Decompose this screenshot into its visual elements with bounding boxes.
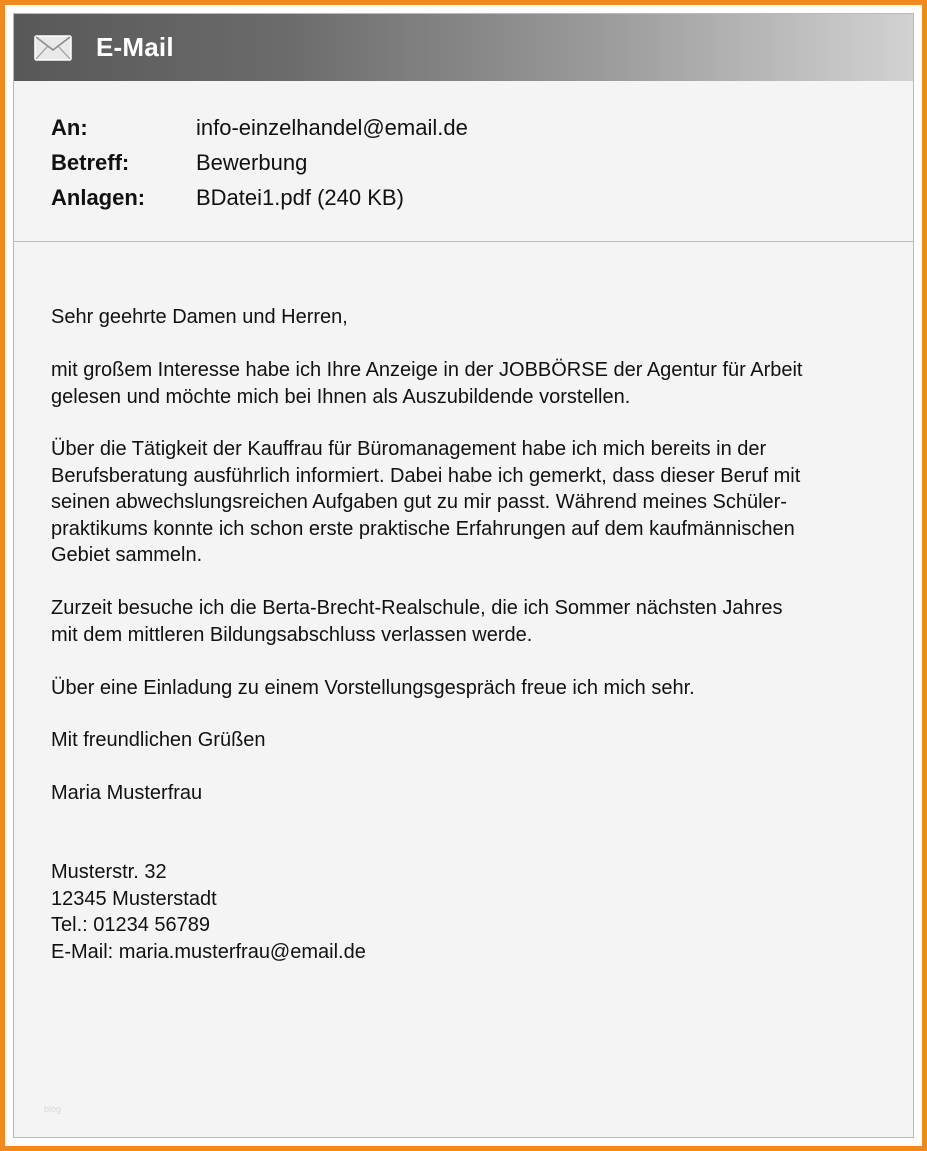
to-row: [51, 115, 468, 141]
contact-street: Musterstr. 32: [51, 861, 167, 883]
salutation: Sehr geehrte Damen und Herren,: [51, 306, 348, 328]
paragraph-2-line-5: Gebiet sammeln.: [51, 544, 203, 566]
envelope-icon: [34, 35, 72, 61]
subject-row: [51, 150, 307, 176]
signature-name: Maria Musterfrau: [51, 782, 203, 804]
contact-city: 12345 Musterstadt: [51, 887, 217, 910]
paragraph-1-line-2: gelesen und möchte mich bei Ihnen als Auszubildende vorstellen.: [51, 385, 631, 408]
paragraph-3-line-1: Zurzeit besuche ich die Berta-Brecht-Realschule, die ich Sommer nächsten Jahres: [51, 597, 783, 619]
paragraph-4: Über eine Einladung zu einem Vorstellungsgespräch freue ich mich sehr.: [51, 677, 695, 699]
paragraph-2-line-2: Berufsberatung ausführlich informiert. Dabei habe ich gemerkt, dass dieser Beruf mit: [51, 464, 801, 487]
paragraph-2-line-4: praktikums konnte ich schon erste praktische Erfahrungen auf dem kaufmännischen: [51, 517, 795, 540]
window-title: E-Mail: [96, 32, 174, 62]
paragraph-2-line-1: Über die Tätigkeit der Kauffrau für Büromanagement habe ich mich bereits in der: [51, 438, 767, 460]
contact-phone: Tel.: 01234 56789: [51, 914, 211, 936]
contact-email[interactable]: E-Mail: maria.musterfrau@email.de: [51, 940, 366, 963]
paragraph-3-line-2: mit dem mittleren Bildungsabschluss verlassen werde.: [51, 623, 533, 646]
attachment-file[interactable]: BDatei1.pdf (240 KB): [196, 185, 404, 210]
contact-block: [51, 859, 891, 965]
email-header: [14, 81, 913, 242]
subject-label: Betreff:: [51, 150, 130, 175]
subject-value[interactable]: Bewerbung: [196, 150, 308, 175]
paragraph-3: [51, 595, 891, 648]
attachments-label: Anlagen:: [51, 185, 146, 210]
closing: Mit freundlichen Grüßen: [51, 729, 266, 751]
attachments-row: [51, 185, 404, 211]
to-label: An:: [51, 115, 88, 140]
paragraph-1: [51, 357, 891, 410]
paragraph-1-line-1: mit großem Interesse habe ich Ihre Anzeige in der JOBBÖRSE der Agentur für Arbeit: [51, 359, 803, 381]
to-value[interactable]: info-einzelhandel@email.de: [196, 115, 468, 140]
paragraph-2: [51, 436, 891, 569]
watermark: blog: [44, 1104, 62, 1114]
paragraph-2-line-3: seinen abwechslungsreichen Aufgaben gut zu mir passt. Während meines Schüler-: [51, 491, 787, 513]
title-bar: [14, 14, 913, 81]
email-window: [13, 13, 914, 1138]
